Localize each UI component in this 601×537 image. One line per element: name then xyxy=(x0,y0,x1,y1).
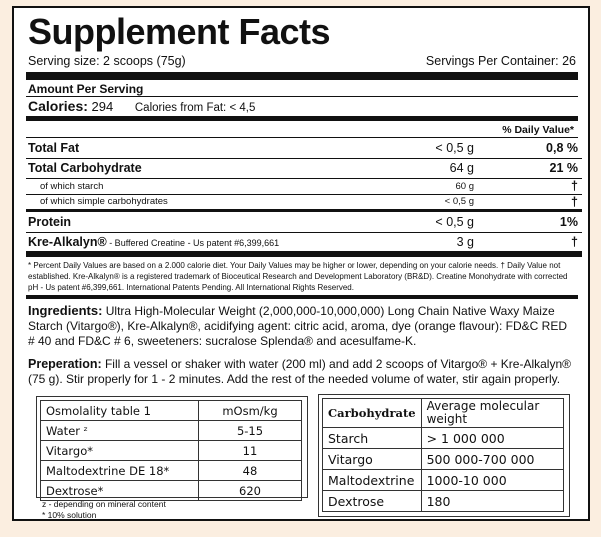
preparation-label: Preperation: xyxy=(28,357,102,371)
table-cell: Dextrose xyxy=(323,491,422,512)
nutrient-name: Protein xyxy=(28,214,72,229)
osmolality-notes xyxy=(42,499,166,521)
nutrient-amount: 64 g xyxy=(449,161,474,175)
nutrient-name: of which starch xyxy=(40,180,104,192)
note: z - depending on mineral content xyxy=(42,499,166,509)
table-row xyxy=(41,421,302,441)
nutrient-dv: † xyxy=(571,194,578,209)
table-row xyxy=(323,428,564,449)
ingredients-label: Ingredients: xyxy=(28,303,103,318)
nutrient-amount: < 0,5 g xyxy=(444,196,474,207)
table-row xyxy=(41,461,302,481)
supplement-facts-panel xyxy=(12,6,590,521)
note: * 10% solution xyxy=(42,510,97,520)
nutrient-amount: 60 g xyxy=(455,180,474,192)
table-row xyxy=(323,449,564,470)
table-cell: 180 xyxy=(421,491,563,512)
table-cell: 620 xyxy=(199,481,302,501)
table-cell: > 1 000 000 xyxy=(421,428,563,449)
nutrient-amount: 3 g xyxy=(456,234,474,249)
table-cell: 1000-10 000 xyxy=(421,470,563,491)
table-row xyxy=(323,470,564,491)
calories-value: 294 xyxy=(91,99,114,114)
page-title: Supplement Facts xyxy=(28,11,331,52)
daily-value-header: % Daily Value* xyxy=(502,124,574,136)
table-cell: 11 xyxy=(199,441,302,461)
table-cell: Water ᶻ xyxy=(41,421,199,441)
medium-divider xyxy=(26,116,578,121)
ingredients xyxy=(28,303,574,349)
table-cell: 500 000-700 000 xyxy=(421,449,563,470)
table-row xyxy=(323,399,564,428)
table-row xyxy=(26,194,582,210)
amount-per-serving: Amount Per Serving xyxy=(28,82,144,96)
divider xyxy=(26,96,578,97)
nutrient-dv: 21 % xyxy=(549,161,578,175)
serving-size: Serving size: 2 scoops (75g) xyxy=(28,54,186,68)
table-row xyxy=(26,232,582,254)
footnote: * Percent Daily Values are based on a 2.000 calorie diet. Your Daily Values may be higher or lower, depending on your calorie needs. † Daily Value not established. Kre-Alkalyn® is a registered trademark of Bioceutical Research and Development Laboratory (BR&D). Creatine Monohydrate with corrected pH - Us patent #6,399,661. International Patents Pending. All International Rights Reserved. xyxy=(28,261,568,292)
thick-divider xyxy=(26,72,578,80)
kre-alkalyn-label: Kre-Alkalyn® xyxy=(28,234,107,249)
nutrient-dv: † xyxy=(571,234,578,249)
table-header: Average molecular weight xyxy=(421,399,563,428)
nutrient-dv: 1% xyxy=(559,214,578,229)
calories-row xyxy=(28,98,255,114)
calories-label: Calories: xyxy=(28,98,88,114)
osmolality-table xyxy=(40,400,302,501)
table-cell: 5-15 xyxy=(199,421,302,441)
table-row xyxy=(26,158,582,178)
table-row xyxy=(41,481,302,501)
nutrition-table xyxy=(26,138,582,257)
table-header: mOsm/kg xyxy=(199,401,302,421)
table-row xyxy=(26,178,582,194)
nutrient-name: Total Carbohydrate xyxy=(28,161,142,175)
servings-per-container: Servings Per Container: 26 xyxy=(425,54,576,68)
nutrient-name: Total Fat xyxy=(28,140,80,155)
table-row xyxy=(26,138,582,158)
table-row xyxy=(323,491,564,512)
nutrient-dv: 0,8 % xyxy=(546,140,578,155)
nutrient-amount: < 0,5 g xyxy=(435,140,474,155)
table-cell: Vitargo* xyxy=(41,441,199,461)
ingredients-text: Ultra High-Molecular Weight (2,000,000-10,000,000) Long Chain Native Waxy Maize Starch (Vitargo®), Kre-Alkalyn®, acidifying agent: citric acid, aroma, dye (orange flavour): FD&C RED # 40 and FD&C # 6, sweeteners: sucralose Splenda® and acesulfame-K. xyxy=(28,304,567,348)
table-header: Osmolality table 1 xyxy=(41,401,199,421)
table-cell: Dextrose* xyxy=(41,481,199,501)
nutrient-amount: < 0,5 g xyxy=(435,214,474,229)
preparation xyxy=(28,357,574,387)
serving-info xyxy=(28,54,576,68)
nutrient-name: of which simple carbohydrates xyxy=(40,196,168,207)
table-row xyxy=(41,401,302,421)
nutrient-dv: † xyxy=(571,179,578,193)
table-header: Carbohydrate xyxy=(323,399,422,428)
table-row xyxy=(41,441,302,461)
table-cell: Vitargo xyxy=(323,449,422,470)
kre-alkalyn-note: - Buffered Creatine - Us patent #6,399,661 xyxy=(106,237,280,248)
thick-divider xyxy=(26,295,578,299)
table-row xyxy=(26,210,582,232)
table-cell: Starch xyxy=(323,428,422,449)
table-cell: 48 xyxy=(199,461,302,481)
carbohydrate-table xyxy=(322,398,564,512)
table-cell: Maltodextrine DE 18* xyxy=(41,461,199,481)
nutrient-name xyxy=(26,232,342,254)
preparation-text: Fill a vessel or shaker with water (200 ml) and add 2 scoops of Vitargo® + Kre-Alkalyn® (75 g). Stir properly for 1 - 2 minutes. Add the rest of the needed volume of water, stir again properly. xyxy=(28,357,571,386)
calories-from-fat: Calories from Fat: < 4,5 xyxy=(134,102,256,114)
table-cell: Maltodextrine xyxy=(323,470,422,491)
